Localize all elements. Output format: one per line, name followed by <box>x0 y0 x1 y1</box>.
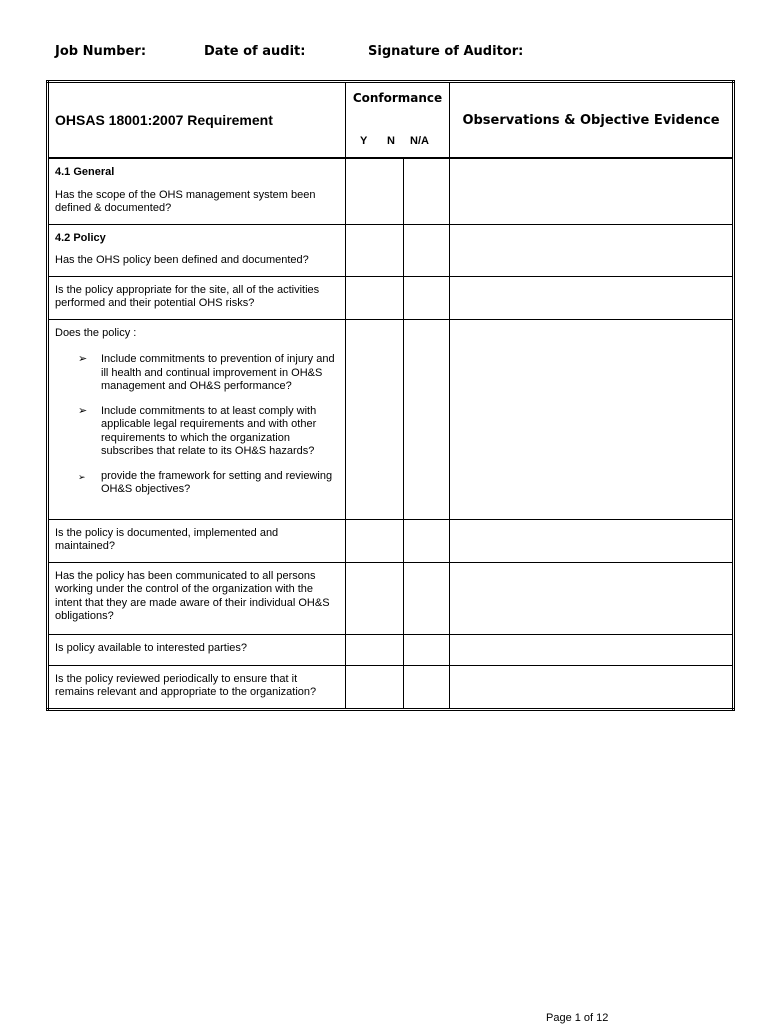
conformance-n-cell[interactable] <box>404 519 450 562</box>
requirement-cell <box>48 562 346 634</box>
bullet-text: Include commitments to prevention of injury and ill health and continual improvement in OH&S management and OH&S performance? <box>101 353 335 392</box>
conformance-n-cell[interactable] <box>404 276 450 319</box>
table-row <box>48 319 734 519</box>
conformance-y-cell[interactable] <box>346 158 404 224</box>
requirement-cell <box>48 224 346 276</box>
requirement-text: Is the policy appropriate for the site, all of the activities performed and their potential OHS risks? <box>55 283 320 309</box>
requirement-bullet-list <box>55 353 339 497</box>
conformance-option-n: N <box>387 135 395 147</box>
conformance-n-cell[interactable] <box>404 224 450 276</box>
conformance-n-cell[interactable] <box>404 665 450 709</box>
conformance-y-cell[interactable] <box>346 224 404 276</box>
list-item <box>55 353 339 394</box>
conformance-y-cell[interactable] <box>346 634 404 665</box>
table-row <box>48 224 734 276</box>
requirement-text: Does the policy : <box>55 326 137 339</box>
requirement-column-header: OHSAS 18001:2007 Requirement <box>48 82 346 159</box>
table-header-row <box>48 82 734 159</box>
arrow-bullet-icon: ➢ <box>78 471 86 482</box>
observations-cell[interactable] <box>450 319 734 519</box>
table-row <box>48 158 734 224</box>
list-item <box>55 405 339 459</box>
observations-cell[interactable] <box>450 519 734 562</box>
arrow-bullet-icon: ➢ <box>78 404 88 417</box>
date-of-audit-label: Date of audit: <box>204 44 306 59</box>
requirement-text: Has the policy has been communicated to all persons working under the control of the organization with the intent that they are made aware of their individual OH&S obligations? <box>55 569 330 622</box>
job-number-label: Job Number: <box>55 44 147 59</box>
arrow-bullet-icon: ➢ <box>78 353 88 365</box>
requirement-text: Is policy available to interested parties? <box>55 641 247 654</box>
requirement-cell <box>48 665 346 709</box>
bullet-text: Include commitments to at least comply with applicable legal requirements and with other requirements to which the organization subscribes that relate to its OH&S hazards? <box>101 404 317 457</box>
observations-cell[interactable] <box>450 224 734 276</box>
page-number: Page 1 of 12 <box>546 1012 609 1024</box>
conformance-option-y: Y <box>360 135 368 147</box>
conformance-y-cell[interactable] <box>346 319 404 519</box>
observations-cell[interactable] <box>450 634 734 665</box>
conformance-y-cell[interactable] <box>346 665 404 709</box>
table-row <box>48 519 734 562</box>
audit-header-fields <box>55 44 735 64</box>
requirement-cell <box>48 158 346 224</box>
requirement-text: Is the policy is documented, implemented and maintained? <box>55 526 279 552</box>
requirement-cell <box>48 519 346 562</box>
table-row <box>48 562 734 634</box>
conformance-column-header <box>346 82 450 159</box>
conformance-y-cell[interactable] <box>346 562 404 634</box>
requirement-text: Is the policy reviewed periodically to ensure that it remains relevant and appropriate to the organization? <box>55 672 317 698</box>
section-heading: 4.1 General <box>55 166 115 178</box>
requirement-cell <box>48 276 346 319</box>
requirement-cell <box>48 319 346 519</box>
table-row <box>48 634 734 665</box>
observations-cell[interactable] <box>450 665 734 709</box>
conformance-title: Conformance <box>352 91 443 105</box>
conformance-option-na: N/A <box>410 135 429 147</box>
observations-cell[interactable] <box>450 276 734 319</box>
requirement-text: Has the scope of the OHS management system been defined & documented? <box>55 188 316 214</box>
bullet-text: provide the framework for setting and reviewing OH&S objectives? <box>101 469 333 495</box>
conformance-n-cell[interactable] <box>404 319 450 519</box>
conformance-n-cell[interactable] <box>404 562 450 634</box>
observations-column-header: Observations & Objective Evidence <box>450 82 734 159</box>
conformance-n-cell[interactable] <box>404 158 450 224</box>
table-row <box>48 665 734 709</box>
conformance-y-cell[interactable] <box>346 276 404 319</box>
section-heading: 4.2 Policy <box>55 231 106 244</box>
observations-cell[interactable] <box>450 158 734 224</box>
conformance-y-cell[interactable] <box>346 519 404 562</box>
list-item <box>55 470 339 497</box>
audit-checklist-table <box>46 80 735 711</box>
table-row <box>48 276 734 319</box>
observations-cell[interactable] <box>450 562 734 634</box>
requirement-cell <box>48 634 346 665</box>
conformance-n-cell[interactable] <box>404 634 450 665</box>
requirement-text: Has the OHS policy been defined and documented? <box>55 254 309 266</box>
signature-of-auditor-label: Signature of Auditor: <box>368 44 524 59</box>
